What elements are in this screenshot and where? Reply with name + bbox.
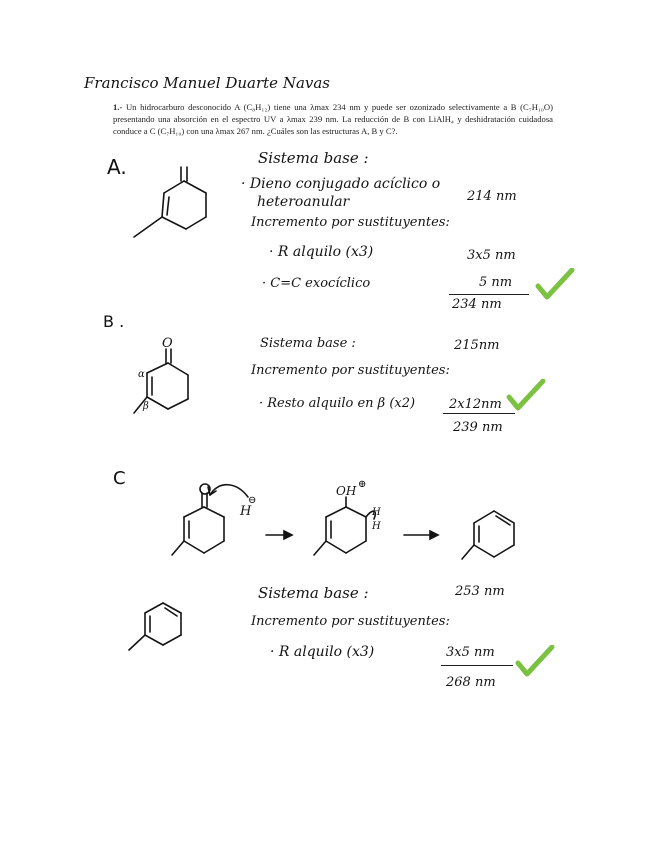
reaction-scheme (160, 475, 600, 585)
b-sum-rule (443, 413, 515, 414)
c-hydride-charge: ⊖ (248, 495, 257, 506)
structure-a (122, 165, 242, 255)
section-b-label: B . (103, 312, 125, 331)
c-item1: · R alquilo (x3) (270, 644, 375, 660)
a-diene-line1: · Dieno conjugado acíclico o (241, 176, 441, 192)
c-oh-charge: ⊕ (358, 479, 367, 490)
c-base-system: Sistema base : (258, 584, 369, 602)
a-item2: · C=C exocíclico (262, 276, 371, 291)
b-alpha: α (138, 369, 145, 380)
c-sum-rule (441, 665, 513, 666)
a-base-system: Sistema base : (258, 149, 369, 167)
problem-statement (113, 101, 553, 137)
a-sum-rule (449, 294, 529, 295)
c-hydride: H (240, 504, 252, 519)
problem-number: 1.- (113, 102, 123, 112)
a-diene-value: 214 nm (467, 189, 517, 204)
c-base-value: 253 nm (455, 584, 505, 599)
c-h1: H (372, 507, 381, 518)
c-item1-value: 3x5 nm (446, 645, 495, 660)
b-base-system: Sistema base : (260, 336, 356, 351)
b-base-value: 215nm (454, 338, 500, 353)
c-oh: OH (336, 484, 357, 498)
b-oxygen: O (162, 336, 173, 351)
a-item2-value: 5 nm (479, 275, 513, 290)
section-c-label: C (113, 468, 126, 489)
a-item1-value: 3x5 nm (467, 248, 516, 263)
problem-text: Un hidrocarburo desconocido A (C₈H₁₂) tiene una λmax 234 nm y puede ser ozonizado selectivamente a B (C₇H₁₀O) presentando una absorción en el espectro UV a λmax 239 nm. La reducción de B con LiAlH₄ y deshidratación cuidadosa conduce a C (C₇H₁₀) con una λmax 267 nm. ¿Cuáles son las estructuras A, B y C?. (113, 102, 553, 136)
a-item1: · R alquilo (x3) (269, 244, 374, 260)
checkmark-icon (515, 645, 555, 679)
a-increments: Incremento por sustituyentes: (251, 215, 450, 230)
section-a-label: A. (107, 155, 127, 179)
b-total: 239 nm (453, 420, 503, 435)
a-total: 234 nm (452, 297, 502, 312)
c-increments: Incremento por sustituyentes: (251, 614, 450, 629)
b-beta: β (143, 401, 149, 412)
b-item1: · Resto alquilo en β (x2) (259, 396, 416, 411)
structure-c (123, 595, 213, 675)
checkmark-icon (506, 379, 546, 413)
c-h2: H (372, 521, 381, 532)
b-item1-value: 2x12nm (449, 397, 502, 412)
checkmark-icon (535, 268, 575, 302)
c-total: 268 nm (446, 675, 496, 690)
a-diene-line2: heteroanular (257, 194, 350, 210)
structure-b (128, 335, 238, 435)
b-increments: Incremento por sustituyentes: (251, 363, 450, 378)
author-name: Francisco Manuel Duarte Navas (84, 74, 330, 92)
